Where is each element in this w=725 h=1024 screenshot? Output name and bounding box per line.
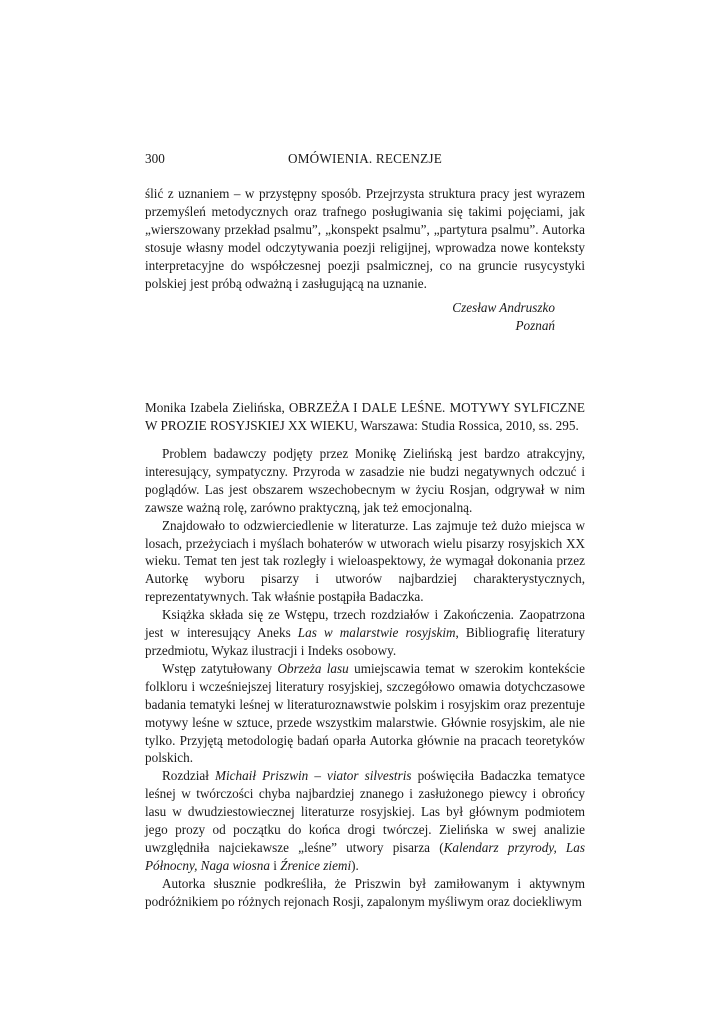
- text-run: ).: [351, 857, 359, 873]
- paragraph: Problem badawczy podjęty przez Monikę Zielińską jest bardzo atrakcyjny, interesujący, sympatyczny. Przyroda w zasadzie nie budzi negatywnych odczuć i poglądów. Las jest obszarem wszechobecnym w życiu Rosjan, odgrywał w nim zawsze ważną rolę, zarówno praktyczną, jak też emocjonalną.: [145, 446, 585, 515]
- text-run: Rozdział: [162, 768, 215, 784]
- running-header: [145, 151, 585, 169]
- italic-title: Las w malarstwie rosyjskim: [297, 625, 456, 641]
- paragraph: Znajdowało to odzwierciedlenie w literaturze. Las zajmuje też dużo miejsca w losach, przeżyciach i myślach bohaterów w utworach wielu pisarzy rosyjskich XX wieku. Temat ten jest tak rozległy i wieloaspektowy, że wymagał dokonania przez Autorkę wyboru pisarzy i utworów najbardziej charakterystycznych, reprezentatywnych. Tak właśnie postąpiła Badaczka.: [145, 517, 585, 605]
- paragraph: Autorka słusznie podkreśliła, że Priszwin był zamiłowanym i aktywnym podróżnikiem po różnych rejonach Rosji, zapalonym myśliwym oraz dociekliwym: [145, 875, 585, 909]
- text-run: i: [269, 857, 281, 873]
- page-number: 300: [145, 151, 165, 166]
- review-heading: Monika Izabela Zielińska, OBRZEŻA I DALE LEŚNE. MOTYWY SYLFICZNE W PROZIE ROSYJSKIEJ XX WIEKU, Warszawa: Studia Rossica, 2010, ss. 295.: [145, 400, 585, 433]
- paragraph: [145, 767, 585, 874]
- italic-title: Źrenice ziemi: [280, 857, 352, 873]
- previous-review-ending: [145, 185, 585, 292]
- paragraph: [145, 660, 585, 767]
- italic-title: Kalendarz przyrody, Las Północny, Naga wiosna: [145, 839, 585, 873]
- running-title: OMÓWIENIA. RECENZJE: [288, 151, 442, 166]
- text-run: , Bibliografię literatury przedmiotu, Wykaz ilustracji i Indeks osobowy.: [145, 625, 585, 658]
- review-body: [145, 445, 585, 911]
- signature-author: Czesław Andruszko: [452, 300, 555, 315]
- italic-title: Michaił Priszwin – viator silvestris: [214, 768, 412, 784]
- text-run: Wstęp zatytułowany: [162, 660, 278, 676]
- signature-city: Poznań: [515, 318, 555, 333]
- paragraph: [145, 606, 585, 660]
- italic-title: Obrzeża lasu: [277, 660, 349, 676]
- paragraph: ślić z uznaniem – w przystępny sposób. Przejrzysta struktura pracy jest wyrazem przemyśleń metodycznych oraz trafnego posługiwania się takimi pojęciami, jak „wierszowany przekład psalmu”, „konspekt psalmu”, „partytura psalmu”. Autorka stosuje własny model odczytywania poezji religijnej, wprowadza nowe konteksty interpretacyjne do współczesnej poezji psalmicznej, co na gruncie rusycystyki polskiej jest próbą odważną i zasługującą na uznanie.: [145, 186, 585, 291]
- text-run: poświęciła Badaczka tematyce leśnej w twórczości chyba najbardziej znanego i zasłużonego piewcy i obrońcy lasu w dwudziestowiecznej literaturze rosyjskiej. Las był głównym podmiotem jego prozy od początku do końca drogi twórczej. Zielińska w swej analizie uwzględniła najciekawsze „leśne” utwory pisarza (: [145, 768, 586, 855]
- text-run: umiejscawia temat w szerokim kontekście folkloru i wcześniejszej literatury rosyjskiej, szczegółowo omawia dotychczasowe badania tematyki leśnej w literaturoznawstwie polskim i rosyjskim oraz prezentuje motywy leśne w sztuce, przede wszystkim malarstwie. Głównie rosyjskim, ale nie tylko. Przyjętą metodologię badań oparła Autorka głównie na pracach teoretyków polskich.: [145, 660, 586, 766]
- text-run: Książka składa się ze Wstępu, trzech rozdziałów i Zakończenia. Zaopatrzona jest w interesujący Aneks: [145, 607, 585, 641]
